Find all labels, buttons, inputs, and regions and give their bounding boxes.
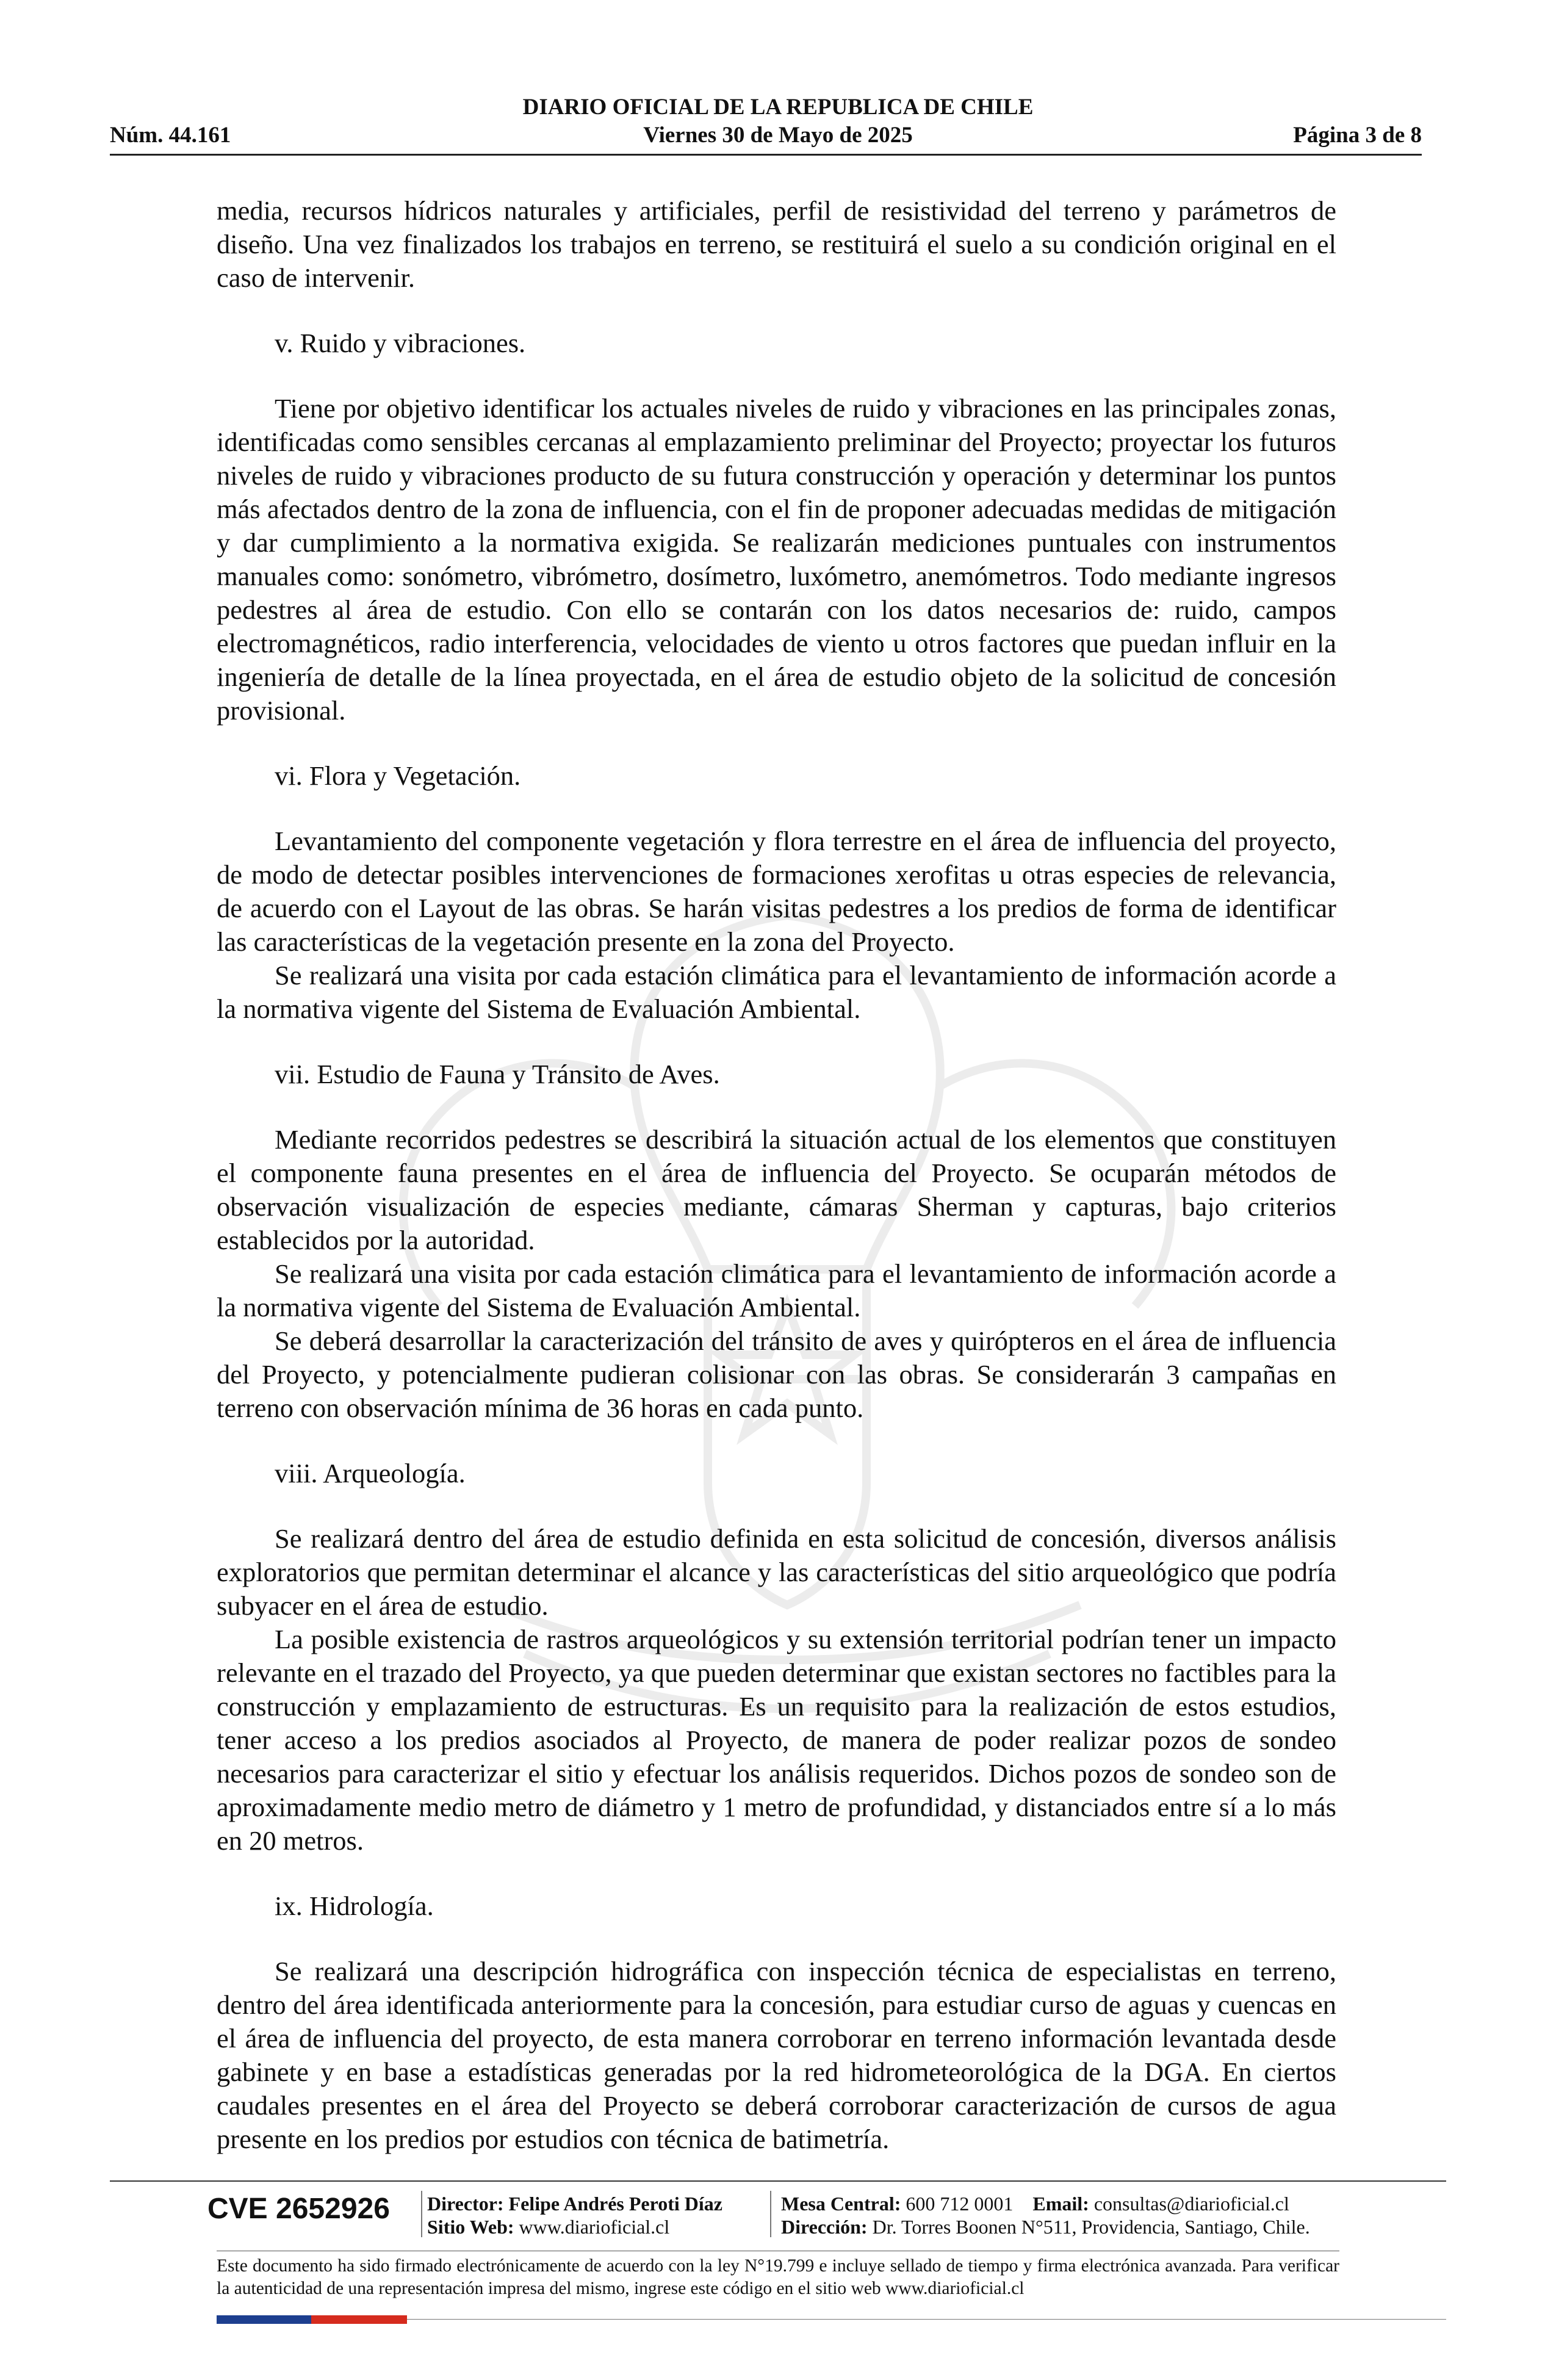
footer-divider-top (110, 2180, 1446, 2182)
email-link[interactable]: consultas@diarioficial.cl (1093, 2193, 1289, 2215)
flag-bar-blue (217, 2315, 311, 2324)
footer-director-info (427, 2192, 722, 2238)
paragraph-noise-vibration: Tiene por objetivo identificar los actuales niveles de ruido y vibraciones en las principales zonas, identificadas como sensibles cercanas al emplazamiento preliminar del Proyecto; proyectar los futuros niveles de ruido y vibraciones producto de su futura construcción y operación y determinar los puntos más afectados dentro de la zona de influencia, con el fin de proponer adecuadas medidas de mitigación y dar cumplimiento a la normativa exigida. Se realizarán mediciones puntuales con instrumentos manuales como: sonómetro, vibrómetro, dosímetro, luxómetro, anemómetros. Todo mediante ingresos pedestres al área de estudio. Con ello se contarán con los datos necesarios de: ruido, campos electromagnéticos, radio interferencia, velocidades de viento u otros factores que puedan influir en la ingeniería de detalle de la línea proyectada, en el área de estudio objeto de la solicitud de concesión provisional. (217, 393, 1336, 726)
flag-bar-red (311, 2315, 407, 2324)
address-label: Dirección: (781, 2216, 868, 2238)
signature-disclaimer: Este documento ha sido firmado electrónicamente de acuerdo con la ley N°19.799 e incluye sellado de tiempo y firma electrónica avanzada. Para verificar la autenticidad de una representación impresa del mismo, ingrese este código en el sitio web www.diarioficial.cl (217, 2256, 1339, 2298)
issue-date: Viernes 30 de Mayo de 2025 (643, 123, 913, 148)
paragraph-archaeology-2: La posible existencia de rastros arqueológicos y su extensión territorial podrían tener un impacto relevante en el trazado del Proyecto, ya que pueden determinar que existan sectores no factibles para la construcción y emplazamiento de estructuras. Es un requisito para la realización de estos estudios, tener acceso a los predios asociados al Proyecto, de manera de poder realizar pozos de sondeo necesarios para caracterizar el sitio y efectuar los análisis requeridos. Dichos pozos de sondeo son de aproximadamente medio metro de diámetro y 1 metro de profundidad, y distanciados entre sí a lo más en 20 metros. (217, 1624, 1336, 1856)
paragraph-flora-2: Se realizará una visita por cada estación climática para el levantamiento de información acorde a la normativa vigente del Sistema de Evaluación Ambiental. (217, 960, 1336, 1024)
paragraph-continued: media, recursos hídricos naturales y artificiales, perfil de resistividad del terreno y parámetros de diseño. Una vez finalizados los trabajos en terreno, se restituirá el suelo a su condición original en el caso de intervenir. (217, 195, 1336, 293)
paragraph-fauna-1: Mediante recorridos pedestres se describirá la situación actual de los elementos que constituyen el componente fauna presentes en el área de influencia del Proyecto. Se ocuparán métodos de observación visualización de especies mediante, cámaras Sherman y capturas, bajo criterios establecidos por la autoridad. (217, 1124, 1336, 1255)
section-heading-archaeology: viii. Arqueología. (275, 1458, 466, 1488)
paragraph-flora-1: Levantamiento del componente vegetación y flora terrestre en el área de influencia del proyecto, de modo de detectar posibles intervenciones de formaciones xerofitas u otras especies de relevancia, de acuerdo con el Layout de las obras. Se harán visitas pedestres a los predios de forma de identificar las características de la vegetación presente en la zona del Proyecto. (217, 826, 1336, 957)
footer-contact-info (781, 2192, 1310, 2238)
director-label: Director: (427, 2193, 504, 2215)
header-divider (110, 154, 1422, 156)
footer-separator (421, 2191, 422, 2237)
mesa-phone: 600 712 0001 (906, 2193, 1014, 2215)
email-label: Email: (1032, 2193, 1089, 2215)
web-link[interactable]: www.diarioficial.cl (519, 2216, 670, 2238)
section-heading-fauna: vii. Estudio de Fauna y Tránsito de Aves. (275, 1059, 720, 1089)
address-text: Dr. Torres Boonen N°511, Providencia, Santiago, Chile. (872, 2216, 1310, 2238)
section-heading-noise-vibration: v. Ruido y vibraciones. (275, 328, 526, 358)
issue-number: Núm. 44.161 (110, 123, 231, 148)
director-name: Felipe Andrés Peroti Díaz (508, 2193, 722, 2215)
web-label: Sitio Web: (427, 2216, 514, 2238)
paragraph-archaeology-1: Se realizará dentro del área de estudio definida en esta solicitud de concesión, diversos análisis exploratorios que permitan determinar el alcance y las características del sitio arqueológico que podría subyacer en el área de estudio. (217, 1523, 1336, 1621)
footer-divider-bottom (407, 2319, 1446, 2320)
section-heading-flora: vi. Flora y Vegetación. (275, 760, 521, 791)
section-heading-hydrology: ix. Hidrología. (275, 1891, 434, 1921)
cve-code: CVE 2652926 (207, 2193, 390, 2225)
mesa-label: Mesa Central: (781, 2193, 901, 2215)
page-indicator: Página 3 de 8 (1293, 123, 1422, 148)
paragraph-hydrology: Se realizará una descripción hidrográfica con inspección técnica de especialistas en terreno, dentro del área identificada anteriormente para la concesión, para estudiar curso de aguas y cuencas en el área de influencia del proyecto, de esta manera corroborar en terreno información levantada desde gabinete y en base a estadísticas generadas por la red hidrometeorológica de la DGA. En ciertos caudales presentes en el área del Proyecto se deberá corroborar caracterización de cursos de agua presente en los predios por estudios con técnica de batimetría. (217, 1956, 1336, 2154)
document-body (217, 194, 1336, 2156)
paragraph-fauna-3: Se deberá desarrollar la caracterización del tránsito de aves y quirópteros en el área de influencia del Proyecto, y potencialmente pudieran colisionar con las obras. Se considerarán 3 campañas en terreno con observación mínima de 36 horas en cada punto. (217, 1325, 1336, 1423)
footer-separator (770, 2191, 771, 2237)
publication-title: DIARIO OFICIAL DE LA REPUBLICA DE CHILE (522, 95, 1034, 120)
paragraph-fauna-2: Se realizará una visita por cada estación climática para el levantamiento de información acorde a la normativa vigente del Sistema de Evaluación Ambiental. (217, 1258, 1336, 1322)
